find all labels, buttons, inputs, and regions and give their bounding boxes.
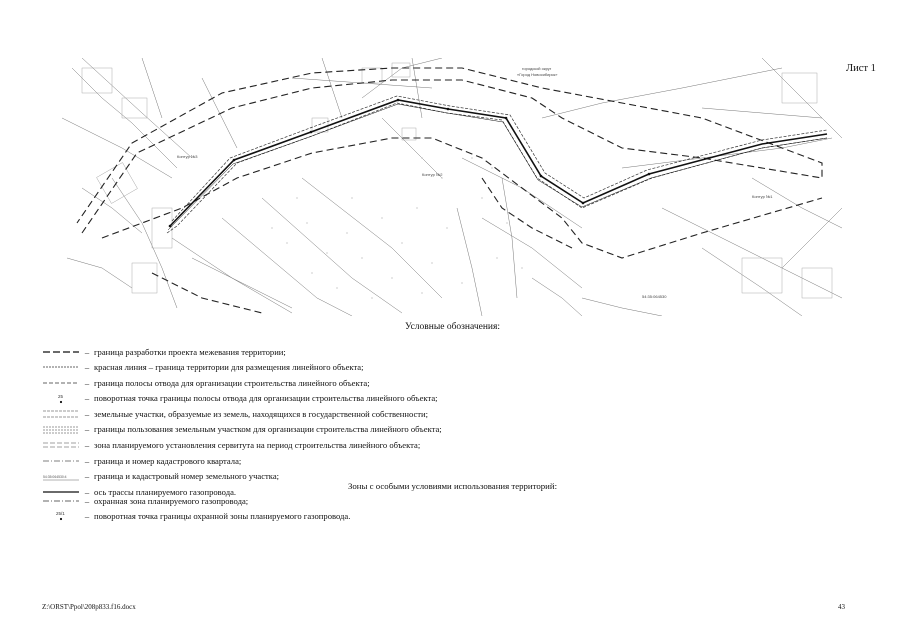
legend-item: – граница и номер кадастрового квартала; xyxy=(42,453,602,469)
servitude-zone-symbol xyxy=(42,439,80,451)
legend-item-text: поворотная точка границы полосы отвода для организации строительства линейного объекта; xyxy=(94,393,438,404)
building-outlines xyxy=(82,63,832,298)
legend-item: – земельные участки, образуемые из земель, находящихся в государственной собственности; xyxy=(42,406,602,422)
legend xyxy=(42,344,602,500)
district-name-label: «Город Новосибирск» xyxy=(517,72,558,77)
legend-item-text: граница полосы отвода для организации строительства линейного объекта; xyxy=(94,377,370,388)
legend-item-text: зона планируемого установления сервитута на период строительства линейного объекта; xyxy=(94,440,421,451)
pipeline-axis xyxy=(170,100,827,226)
district-label: городской округ xyxy=(522,66,552,71)
sheet-label: Лист 1 xyxy=(846,63,876,74)
contour-1-label: Контур №1 xyxy=(752,194,773,199)
red-line-symbol xyxy=(42,361,80,373)
legend-item-text: красная линия – граница территории для размещения линейного объекта; xyxy=(94,362,364,373)
cadastral-linework xyxy=(62,58,842,316)
zones-title: Зоны с особыми условиями использования территорий: xyxy=(347,481,558,491)
protection-zone-symbol xyxy=(42,495,80,507)
project-boundary-symbol xyxy=(42,346,80,358)
quarter-label: 54:35:064530 xyxy=(642,294,667,299)
zone-turning-point-label: 25/1 xyxy=(56,511,65,517)
right-of-way-symbol xyxy=(42,377,80,389)
legend-item: – границы пользования земельным участком для организации строительства линейного объекта; xyxy=(42,422,602,438)
legend-item: 25 – поворотная точка границы полосы отвода для организации строительства линейного объекта; xyxy=(42,391,602,407)
state-land-symbol xyxy=(42,408,80,420)
legend-item: 25/1 – поворотная точка границы охранной зоны планируемого газопровода. xyxy=(42,509,602,525)
contour-3-label: Контур №3 xyxy=(177,154,198,159)
zones-legend xyxy=(42,493,602,524)
legend-item: – граница полосы отвода для организации строительства линейного объекта; xyxy=(42,375,602,391)
turning-point-symbol xyxy=(42,393,80,405)
turning-point-label: 25 xyxy=(58,393,64,399)
cadastral-quarter-symbol xyxy=(42,455,80,467)
legend-item-text: ось трассы планируемого газопровода. xyxy=(94,486,237,497)
legend-item: – охранная зона планируемого газопровода; xyxy=(42,493,602,509)
legend-item-text: граница разработки проекта межевания территории; xyxy=(94,346,286,357)
file-path: Z:\ORST\Ppol\208p833.f16.docx xyxy=(42,603,136,611)
turning-points xyxy=(169,99,651,228)
contour-2-label: Контур №2 xyxy=(422,172,443,177)
page-number: 43 xyxy=(838,603,845,611)
legend-item-text: граница и кадастровый номер земельного участка; xyxy=(94,471,280,482)
legend-item: – ось трассы планируемого газопровода. xyxy=(42,484,602,500)
project-boundary xyxy=(77,68,822,233)
legend-item: – граница разработки проекта межевания территории; xyxy=(42,344,602,360)
vegetation-stipple xyxy=(271,157,522,298)
legend-title: Условные обозначения: xyxy=(404,322,500,332)
zone-turning-point-symbol xyxy=(42,510,80,522)
legend-item-text: граница и номер кадастрового квартала; xyxy=(94,455,242,466)
legend-item-text: границы пользования земельным участком для организации строительства линейного объекта; xyxy=(94,424,442,435)
legend-item: 54:35:064530:4 – граница и кадастровый номер земельного участка; xyxy=(43,471,280,482)
legend-item-text: поворотная точка границы охранной зоны планируемого газопровода. xyxy=(94,511,351,522)
legend-item: – красная линия – граница территории для размещения линейного объекта; xyxy=(42,360,602,376)
legend-item-text: земельные участки, образуемые из земель, находящихся в государственной собственности; xyxy=(94,408,429,419)
land-parcel-label: 54:35:064530:4 xyxy=(43,474,67,479)
legend-item-text: охранная зона планируемого газопровода; xyxy=(94,495,249,506)
legend-item: – зона планируемого установления сервитута на период строительства линейного объекта; xyxy=(42,438,602,454)
site-plan-drawing xyxy=(62,58,842,316)
land-use-boundary-symbol xyxy=(42,424,80,436)
